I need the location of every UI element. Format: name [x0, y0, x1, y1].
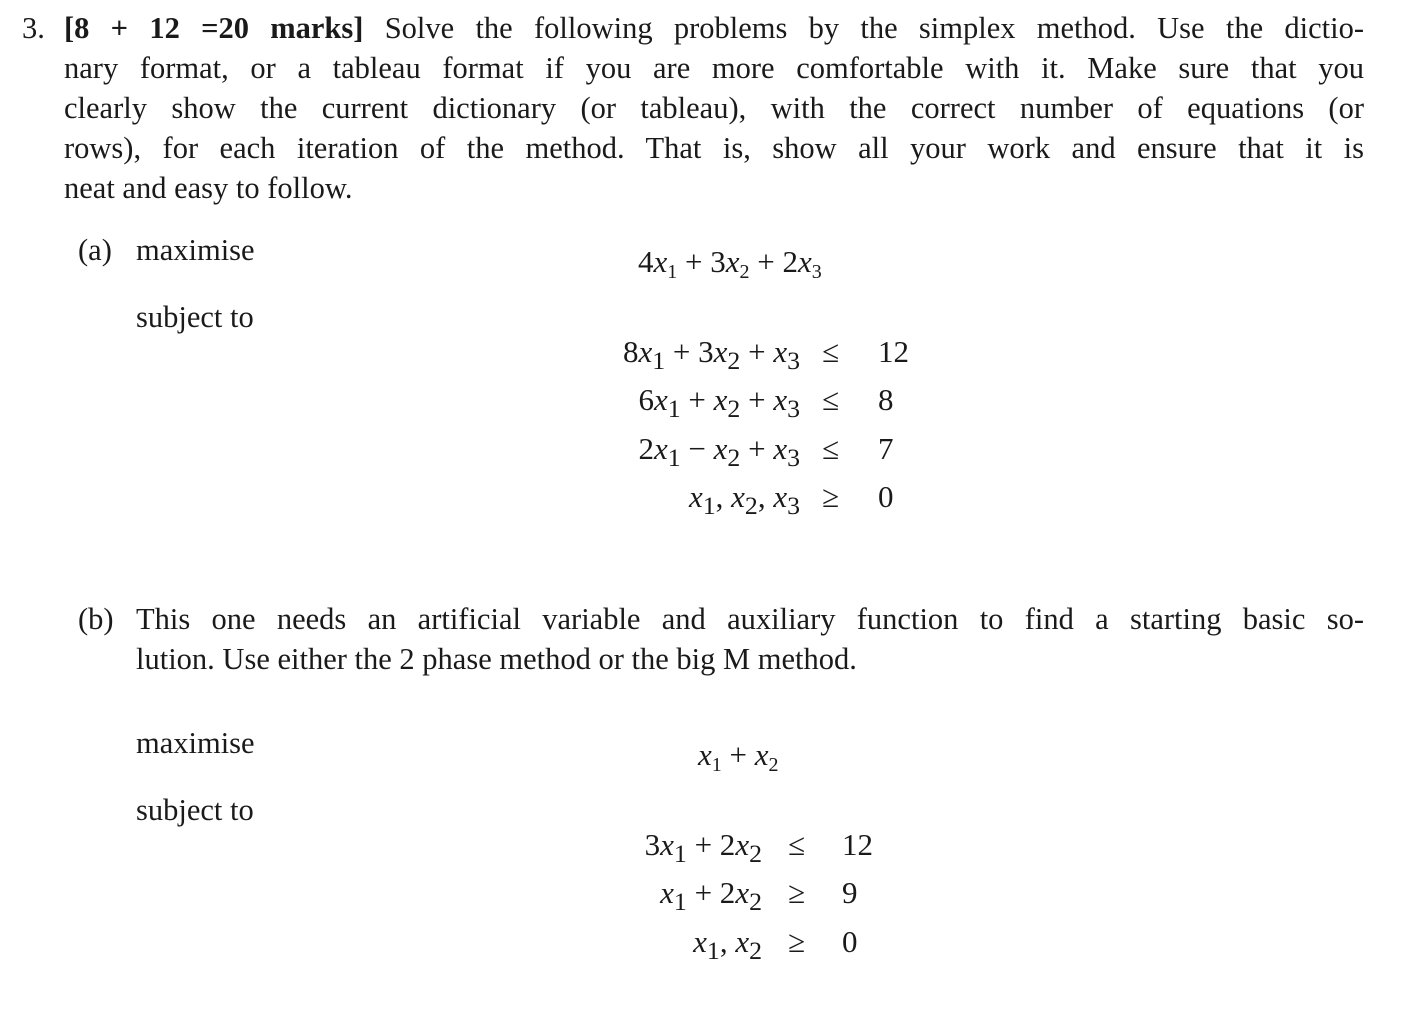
part-b-instructions	[136, 599, 1364, 679]
question-marks: [8 + 12 =20 marks]	[64, 11, 364, 45]
part-a-subject-to: subject to	[136, 300, 254, 334]
instruction-line-3: clearly show the current dictionary (or tableau), with the correct number of equations (or	[64, 91, 1364, 125]
part-b-constraint-1-rhs: 12	[842, 827, 873, 862]
instruction-line-5: neat and easy to follow.	[64, 171, 353, 205]
part-b-constraint-1: $3x_1 + 2x_2$	[644, 827, 762, 869]
part-b-maximise: maximise	[136, 726, 255, 760]
part-b-constraint-2-rhs: 9	[842, 875, 858, 910]
part-a-constraint-2-rel: ≤	[822, 382, 840, 417]
part-b-constraint-3-rhs: 0	[842, 924, 858, 959]
part-b-constraint-2-rel: ≥	[788, 875, 806, 910]
part-a-constraint-1-rel: ≤	[822, 334, 840, 369]
part-b-constraint-1-rel: ≤	[788, 827, 806, 862]
part-a-constraint-4-rel: ≥	[822, 479, 840, 514]
question-instructions	[64, 8, 1364, 208]
part-a-constraint-2-rhs: 8	[878, 382, 894, 417]
part-a-constraint-3-rel: ≤	[822, 431, 840, 466]
question-number: 3.	[22, 11, 45, 45]
part-a-constraint-1: $8x_1 + 3x_2 + x_3$	[622, 334, 800, 376]
part-b-label: (b)	[78, 602, 114, 636]
part-b-constraint-3: $x_1$, $x_2$	[693, 924, 762, 966]
part-a-constraint-3-rhs: 7	[878, 431, 894, 466]
part-b-constraint-3-rel: ≥	[788, 924, 806, 959]
part-a-constraint-3: $2x_1 - x_2 + x_3$	[638, 431, 800, 473]
part-b-line-2: lution. Use either the 2 phase method or the big M method.	[136, 642, 857, 676]
part-a-constraint-4: $x_1$, $x_2$, $x_3$	[688, 479, 800, 521]
part-a-objective: $4x_1 + 3x_2 + 2x_3$	[638, 244, 822, 283]
part-a-maximise: maximise	[136, 233, 255, 267]
part-b-objective: $x_1 + x_2$	[698, 737, 779, 776]
part-b-constraint-2: $x_1 + 2x_2$	[660, 875, 762, 917]
instruction-line-4: rows), for each iteration of the method. That is, show all your work and ensure that it is	[64, 131, 1364, 165]
part-a-constraint-4-rhs: 0	[878, 479, 894, 514]
part-b-subject-to: subject to	[136, 793, 254, 827]
instruction-line-2: nary format, or a tableau format if you are more comfortable with it. Make sure that you	[64, 51, 1364, 85]
part-b-line-1: This one needs an artificial variable and auxiliary function to find a starting basic so-	[136, 602, 1364, 636]
part-a-label: (a)	[78, 233, 112, 267]
instruction-line-1: [8 + 12 =20 marks] Solve the following problems by the simplex method. Use the dictio-	[64, 11, 1364, 45]
part-a-constraint-1-rhs: 12	[878, 334, 909, 369]
part-a-constraint-2: $6x_1 + x_2 + x_3$	[638, 382, 800, 424]
